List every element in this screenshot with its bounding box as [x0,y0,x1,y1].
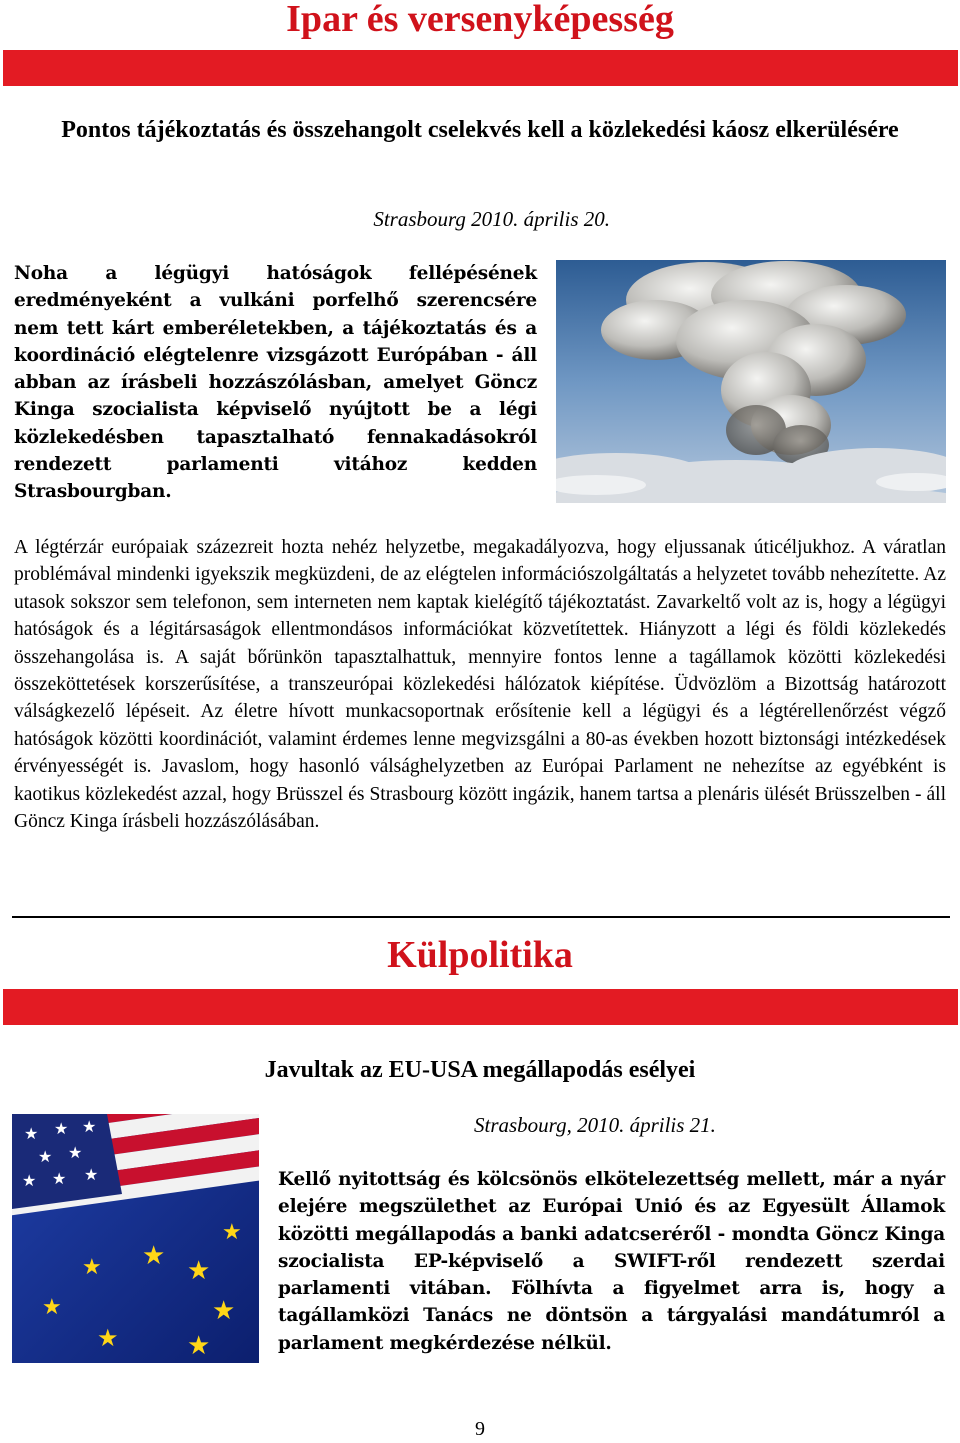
section-title-foreign-policy: Külpolitika [387,934,573,976]
svg-text:★: ★ [187,1256,211,1285]
volcano-ash-cloud-image [556,260,946,503]
svg-text:★: ★ [22,1173,37,1190]
article-body: A légtérzár európaiak százezreit hozta nehéz helyzetbe, megakadályozva, hogy eljussanak úticéljukhoz. A váratlan problémával mindenki igyekszik megküzdeni, de az elégtelen információszolgáltatás a helyzetet tovább nehezítette. Az utasok sokszor sem telefonon, sem interneten nem kaptak kielégítő tájékoztatást. Zavarkeltő volt az is, hogy a légügyi hatóságok és a légitársaságok ellentmondásos információkat közvetítettek. Hiányzott a légi és földi közlekedés összehangolása is. A saját bőrünkön tapasztalhattuk, mennyire fontos lenne a tagállamok közötti közlekedési összeköttetések korszerűsítése, a transzeurópai közlekedési hálózatok kiépítése. Üdvözlöm a Bizottság határozott válságkezelő lépéseit. Az életre hívott munkacsoportnak erősítenie kell a légügyi és a légtérellenőrzést végző hatóságok közötti koordinációt, valamint érdemes lenne megvizsgálni a 80-as években hozott biztonsági intézkedések érvényességét is. Javaslom, hogy hasonló válsághelyzetben az Európai Parlament ne nehezítse az egyébként is kaotikus közlekedést azzal, hogy Brüsszel és Strasbourg között ingázik, hanem tartsa a plenáris ülését Brüsszelben - áll Göncz Kinga írásbeli hozzászólásában. [14,537,946,833]
svg-text:★: ★ [24,1126,39,1143]
svg-text:★: ★ [97,1326,119,1352]
article-dateline: Strasbourg, 2010. április 21. [474,1113,716,1137]
svg-text:★: ★ [54,1121,69,1138]
section-red-bar [3,989,958,1025]
section-red-bar [3,50,958,86]
svg-text:★: ★ [42,1294,62,1319]
svg-text:★: ★ [212,1296,236,1325]
article-intro: Kellő nyitottság és kölcsönös elkötelezettség mellett, már a nyár elejére megszülethet az Európai Unió és az Egyesült Államok közötti megállapodás a banki adatcseréről - mondta Göncz Kinga szocialista EP-képviselő a SWIFT-ről rendezett szerdai parlamenti vitában. Fölhívta a figyelmet arra is, hogy a tagállamközi Tanács ne döntsön a tárgyalási mandátumról a parlament megkérdezése nélkül. [278,1169,945,1354]
svg-text:★: ★ [222,1219,242,1244]
svg-text:★: ★ [52,1171,67,1188]
page-number: 9 [475,1418,485,1440]
svg-text:★: ★ [68,1145,83,1162]
us-eu-flag-image [12,1114,259,1363]
svg-text:★: ★ [82,1254,102,1279]
svg-text:★: ★ [82,1119,97,1136]
article-intro: Noha a légügyi hatóságok fellépésének eredményeként a vulkáni porfelhő szerencsére nem tett kárt emberéletekben, a tájékoztatás és a koordináció elégtelenre vizsgázott Európában - áll abban az írásbeli hozzászólásban, amelyet Göncz Kinga szocialista képviselő nyújtott be a légi közlekedésben tapasztalható fennakadásokról rendezett parlamenti vitához kedden Strasbourgban. [14,263,537,503]
section-title-industry: Ipar és versenyképesség [286,0,674,40]
section-divider [12,916,950,918]
svg-text:★: ★ [38,1149,53,1166]
article-title: Javultak az EU-USA megállapodás esélyei [264,1057,696,1083]
svg-text:★: ★ [187,1331,211,1360]
article-dateline: Strasbourg 2010. április 20. [373,207,610,231]
article-title: Pontos tájékoztatás és összehangolt cselekvés kell a közlekedési káosz elkerülésére [61,117,899,143]
svg-text:★: ★ [142,1241,166,1270]
svg-text:★: ★ [84,1167,99,1184]
